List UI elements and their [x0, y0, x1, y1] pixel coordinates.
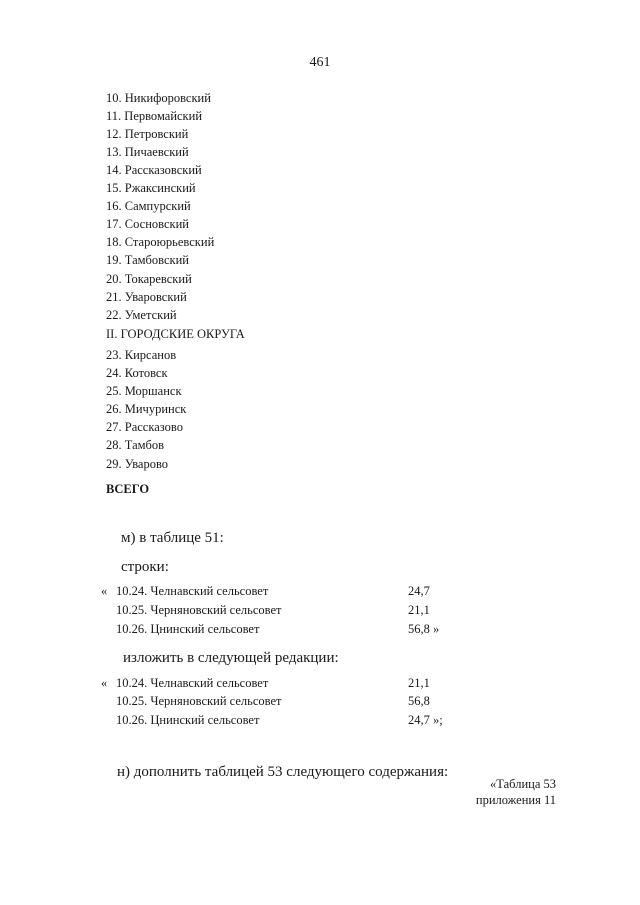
row-name: 19. Тамбовский: [106, 253, 189, 267]
table-note-line2: приложения 11: [475, 793, 556, 807]
row-name: 11. Первомайский: [106, 109, 203, 123]
row-name: 21. Уваровский: [106, 290, 187, 304]
row-name: 26. Мичуринск: [106, 402, 187, 416]
open-quote: «: [101, 584, 108, 598]
row-name: 14. Рассказовский: [106, 163, 202, 177]
row-name: 28. Тамбов: [106, 438, 165, 452]
row-value: 24,7 »;: [408, 713, 443, 727]
row-name: 17. Сосновский: [106, 217, 189, 231]
row-value: 21,1: [408, 603, 430, 617]
page-number: 461: [309, 55, 331, 70]
row-name: 20. Токаревский: [106, 272, 192, 286]
row-name: 22. Уметский: [106, 308, 177, 322]
row-name: 29. Уварово: [106, 457, 169, 471]
row-name: 15. Ржаксинский: [106, 181, 196, 195]
open-quote: «: [101, 676, 108, 690]
row-name: 18. Староюрьевский: [106, 235, 215, 249]
row-name: 27. Рассказово: [106, 420, 183, 434]
row-name: 10. Никифоровский: [106, 91, 211, 105]
row-value: 56,8: [408, 694, 430, 708]
paragraph-m: м) в таблице 51:: [121, 530, 224, 546]
row-name: 12. Петровский: [106, 127, 189, 141]
row-value: 56,8 »: [408, 622, 440, 636]
table-note-line1: «Таблица 53: [490, 777, 556, 791]
paragraph-n: н) дополнить таблицей 53 следующего содержания:: [117, 764, 449, 780]
row-name: 13. Пичаевский: [106, 145, 189, 159]
total-label: ВСЕГО: [106, 482, 150, 496]
row-name: 23. Кирсанов: [106, 348, 177, 362]
row-name: 24. Котовск: [106, 366, 168, 380]
paragraph-replace: изложить в следующей редакции:: [123, 650, 339, 666]
row-value: 21,1: [408, 676, 430, 690]
row-name: 25. Моршанск: [106, 384, 182, 398]
row-name: 10.24. Челнавский сельсовет: [116, 584, 269, 598]
row-name: 10.25. Черняновский сельсовет: [116, 694, 282, 708]
paragraph-rows: строки:: [121, 559, 169, 575]
row-name: 10.26. Цнинский сельсовет: [116, 622, 260, 636]
section-heading: II. ГОРОДСКИЕ ОКРУГА: [106, 327, 245, 341]
row-name: 10.25. Черняновский сельсовет: [116, 603, 282, 617]
row-value: 24,7: [408, 584, 430, 598]
row-name: 10.24. Челнавский сельсовет: [116, 676, 269, 690]
row-name: 10.26. Цнинский сельсовет: [116, 713, 260, 727]
row-name: 16. Сампурский: [106, 199, 191, 213]
